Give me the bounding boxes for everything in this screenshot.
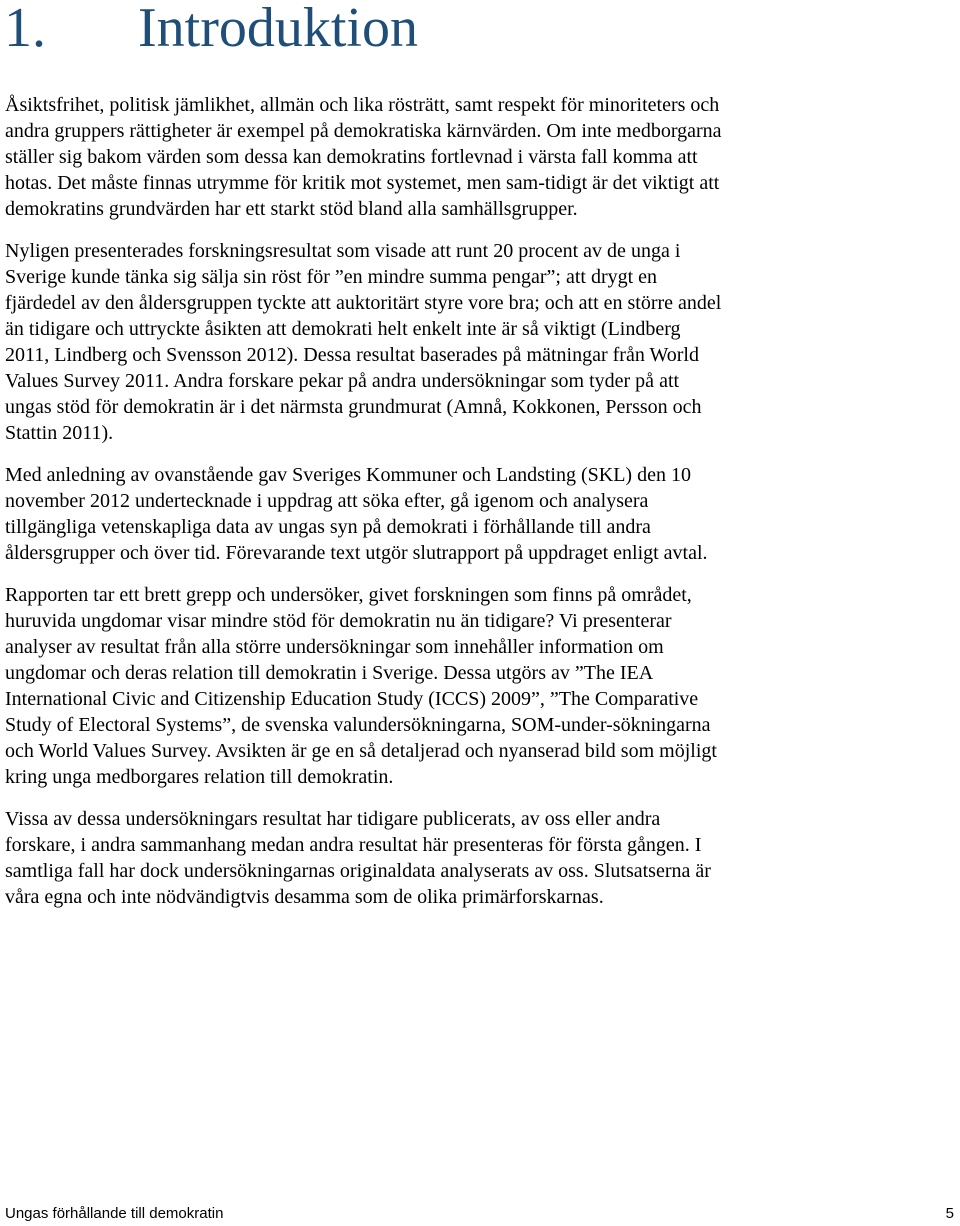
- text-line: Stattin 2011).: [5, 422, 114, 444]
- text-line: hotas. Det måste finnas utrymme för kritik mot systemet, men sam-tidigt är det viktigt att: [5, 172, 720, 194]
- text-line: Med anledning av ovanstående gav Sveriges Kommuner och Landsting (SKL) den 10: [5, 464, 691, 486]
- footer-title: Ungas förhållande till demokratin: [5, 1205, 224, 1222]
- text-line: analyser av resultat från alla större undersökningar som innehåller information om: [5, 636, 664, 658]
- paragraph-4: [5, 582, 825, 790]
- text-line: fjärdedel av den åldersgruppen tyckte att auktoritärt styre vore bra; och att en större andel: [5, 292, 722, 314]
- text-line: än tidigare och uttryckte åsikten att demokrati helt enkelt inte är så viktigt (Lindberg: [5, 318, 681, 340]
- text-line: 2011, Lindberg och Svensson 2012). Dessa resultat baserades på mätningar från World: [5, 344, 699, 366]
- text-line: International Civic and Citizenship Education Study (ICCS) 2009”, ”The Comparative: [5, 688, 699, 710]
- text-line: ungas stöd för demokratin är i det närmsta grundmurat (Amnå, Kokkonen, Persson och: [5, 396, 702, 418]
- text-line: Values Survey 2011. Andra forskare pekar på andra undersökningar som tyder på att: [5, 370, 680, 392]
- text-line: november 2012 undertecknade i uppdrag att söka efter, gå igenom och analysera: [5, 490, 649, 512]
- text-line: andra gruppers rättigheter är exempel på demokratiska kärnvärden. Om inte medborgarna: [5, 120, 722, 142]
- paragraph-2: [5, 238, 825, 446]
- text-line: demokratins grundvärden har ett starkt stöd bland alla samhällsgrupper.: [5, 198, 578, 220]
- text-line: huruvida ungdomar visar mindre stöd för demokratin nu än tidigare? Vi presenterar: [5, 610, 672, 632]
- text-line: samtliga fall har dock undersökningarnas originaldata analyserats av oss. Slutsatserna är: [5, 860, 711, 882]
- text-line: våra egna och inte nödvändigtvis desamma som de olika primärforskarnas.: [5, 886, 604, 908]
- text-line: åldersgrupper och över tid. Förevarande text utgör slutrapport på uppdraget enligt avtal.: [5, 542, 708, 564]
- paragraph-1: [5, 92, 825, 222]
- text-line: Vissa av dessa undersökningars resultat har tidigare publicerats, av oss eller andra: [5, 808, 661, 830]
- text-line: Rapporten tar ett brett grepp och undersöker, givet forskningen som finns på området,: [5, 584, 692, 606]
- text-line: Study of Electoral Systems”, de svenska valundersökningarna, SOM-under-sökningarna: [5, 714, 711, 736]
- paragraph-5: [5, 806, 825, 910]
- body-text: [5, 92, 825, 926]
- text-line: Åsiktsfrihet, politisk jämlikhet, allmän och lika rösträtt, samt respekt för minoriteters och: [5, 94, 720, 116]
- page-number: 5: [945, 1205, 954, 1222]
- text-line: ungdomar och deras relation till demokratin i Sverige. Dessa utgörs av ”The IEA: [5, 662, 654, 684]
- text-line: Sverige kunde tänka sig sälja sin röst för ”en mindre summa pengar”; att drygt en: [5, 266, 658, 288]
- chapter-title: Introduktion: [138, 0, 418, 59]
- text-line: kring unga medborgares relation till demokratin.: [5, 766, 394, 788]
- chapter-heading: [4, 0, 418, 60]
- text-line: och World Values Survey. Avsikten är ge en så detaljerad och nyanserad bild som möjligt: [5, 740, 717, 762]
- chapter-number: 1.: [4, 0, 46, 59]
- text-line: forskare, i andra sammanhang medan andra resultat här presenteras för första gången. I: [5, 834, 702, 856]
- text-line: tillgängliga vetenskapliga data av ungas syn på demokrati i förhållande till andra: [5, 516, 651, 538]
- text-line: ställer sig bakom värden som dessa kan demokratins fortlevnad i värsta fall komma att: [5, 146, 698, 168]
- paragraph-3: [5, 462, 825, 566]
- text-line: Nyligen presenterades forskningsresultat som visade att runt 20 procent av de unga i: [5, 240, 681, 262]
